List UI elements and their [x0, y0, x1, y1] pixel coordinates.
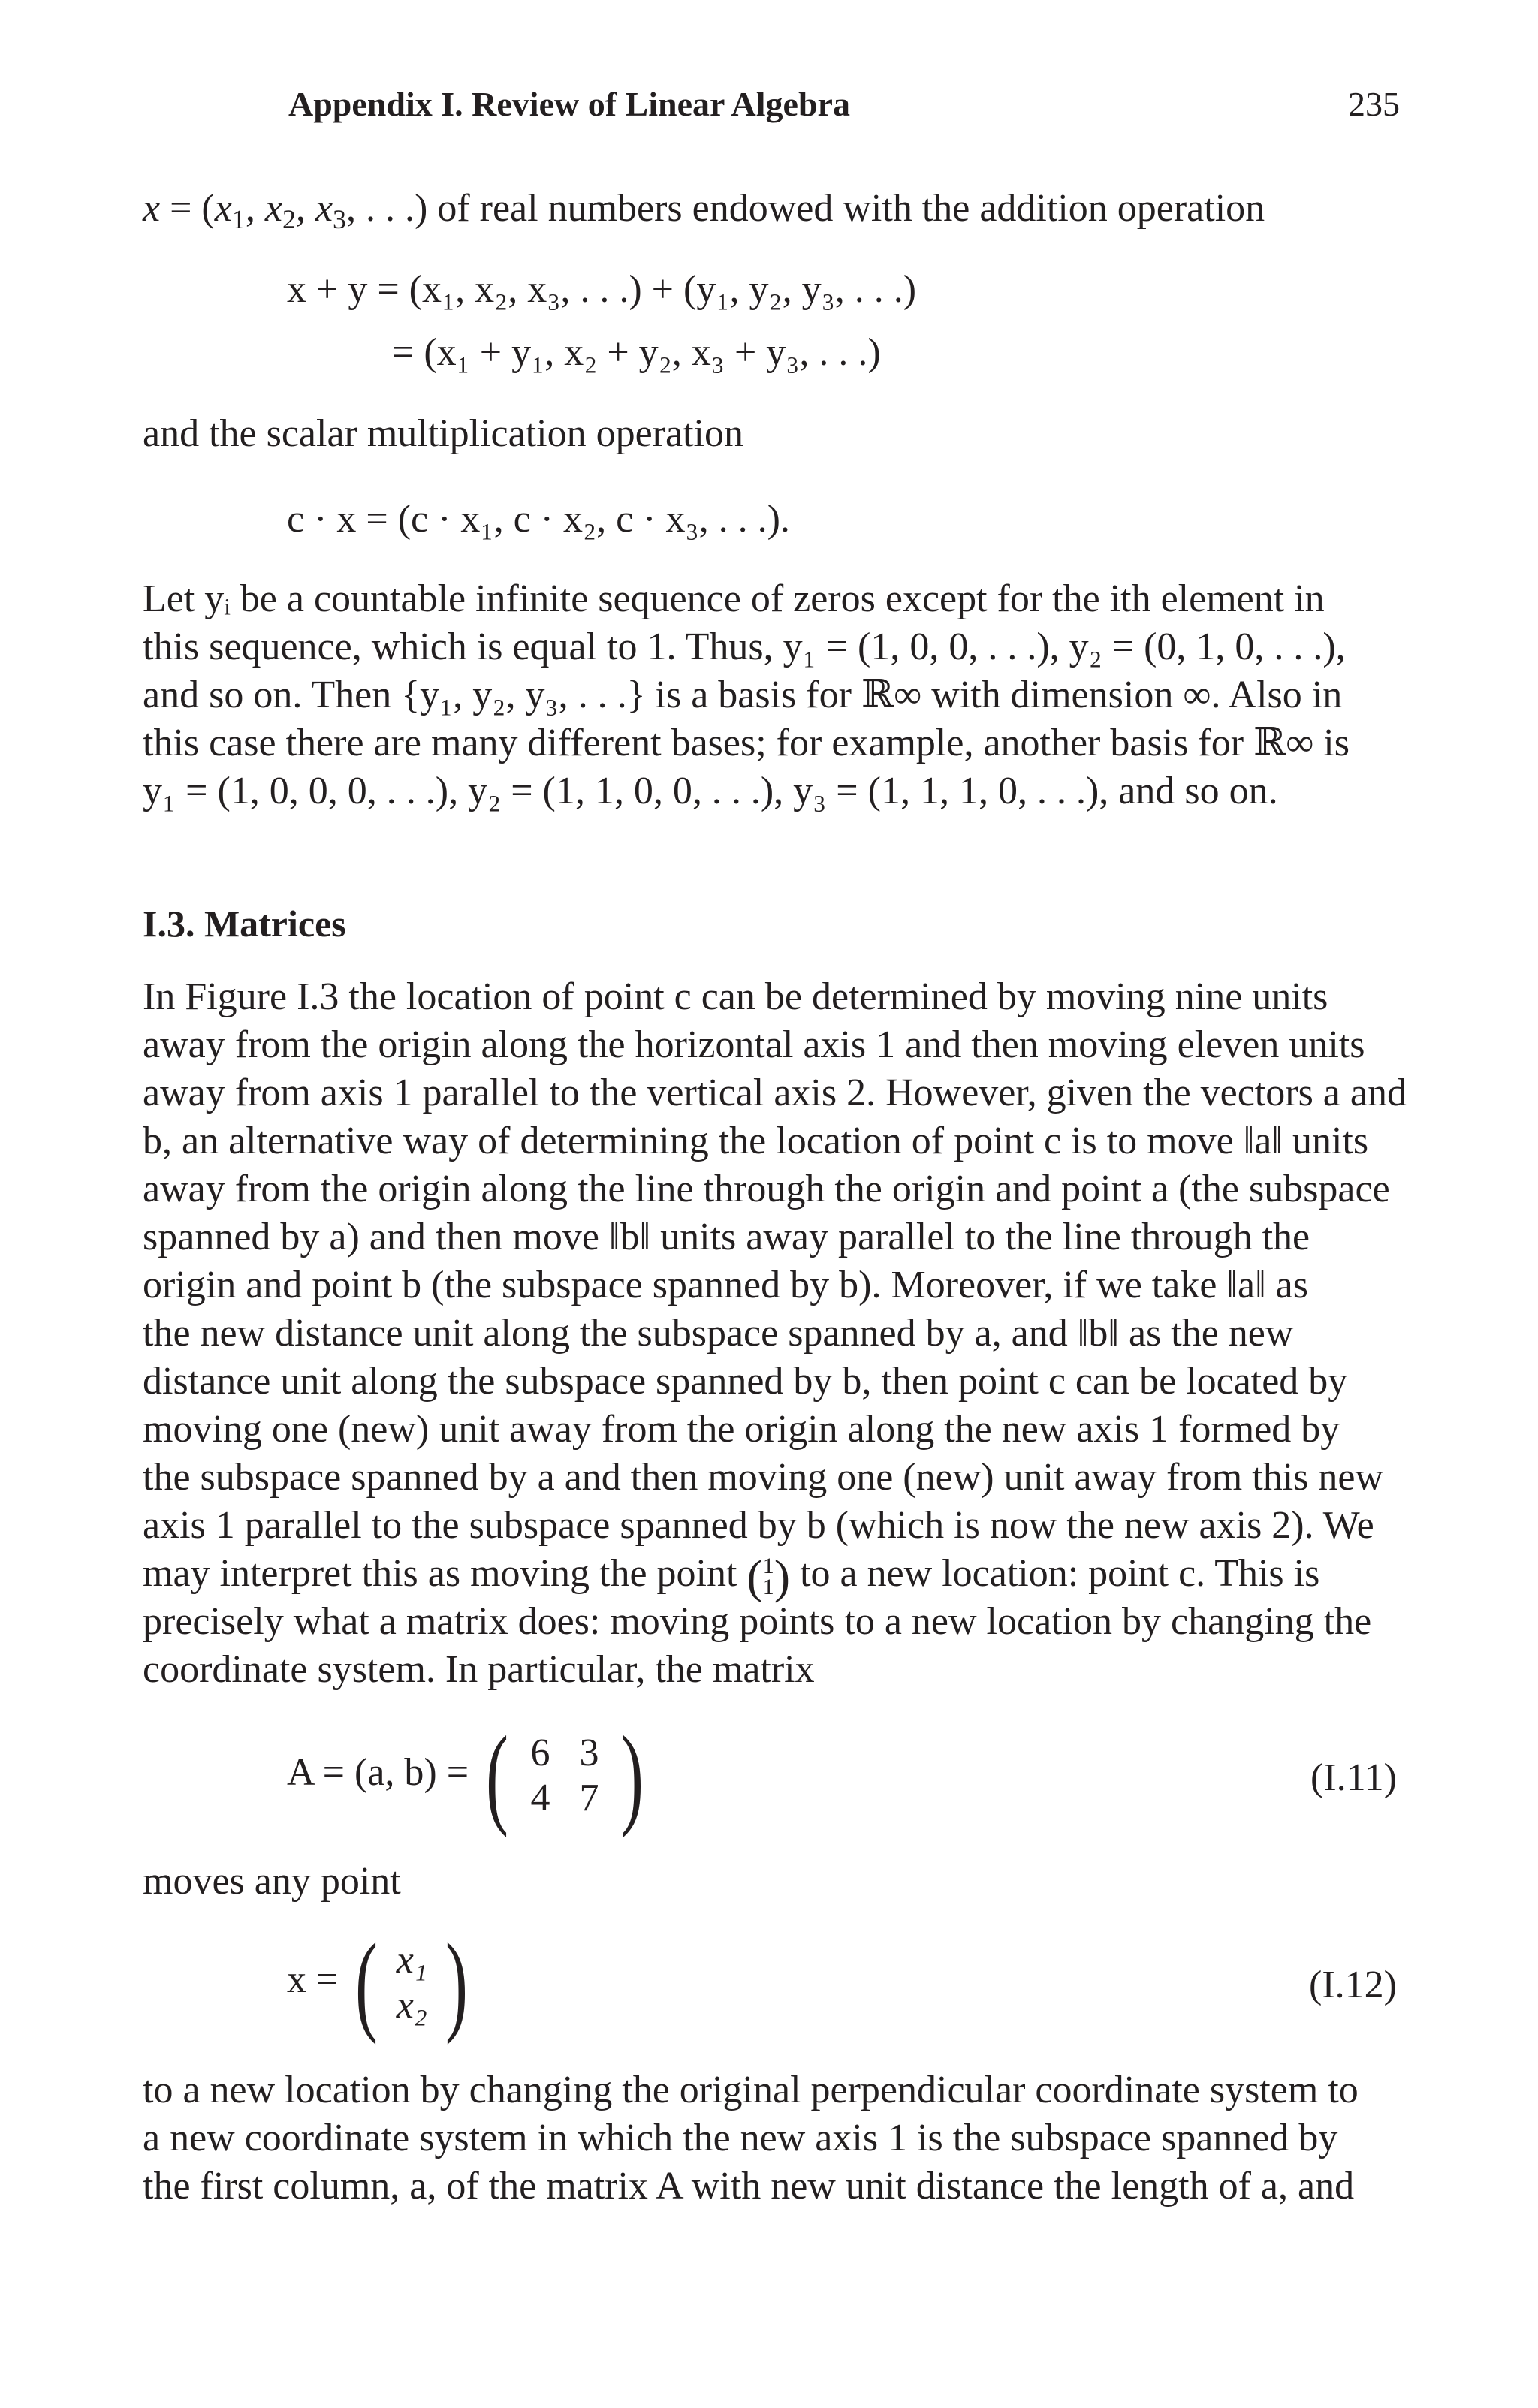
paragraph-2-line: the subspace spanned by a and then moving one (new) unit away from this new	[143, 1456, 1384, 1499]
equation-number-i-11: (I.11)	[1310, 1756, 1397, 1799]
paragraph-1-line: and so on. Then {y₁, y₂, y₃, . . .} is a basis for ℝ∞ with dimension ∞. Also in	[143, 674, 1343, 716]
paragraph-2-line: coordinate system. In particular, the matrix	[143, 1648, 815, 1691]
paragraph-1-line: this sequence, which is equal to 1. Thus, y₁ = (1, 0, 0, . . .), y₂ = (0, 1, 0, . . .),	[143, 625, 1346, 668]
matrix-a: 6 3 4 7	[530, 1731, 599, 1819]
paragraph-2-line: may interpret this as moving the point ( 1 1 ) to a new location: point c. This is	[143, 1550, 1320, 1604]
page-number: 235	[1348, 85, 1400, 123]
right-paren: )	[445, 1921, 469, 2045]
paragraph-2-line: distance unit along the subspace spanned by b, then point c can be located by	[143, 1360, 1348, 1403]
equation-lhs: A = (a, b) =	[287, 1750, 469, 1794]
continuation-line: $x = (x_1$, $x_2$, $x_3$, . . .) of real numbers endowed with the addition operation	[143, 187, 1265, 234]
paragraph-2-line: away from the origin along the line through the origin and point a (the subspace	[143, 1168, 1390, 1210]
left-paren: (	[355, 1921, 378, 2045]
paragraph-2-line: away from the origin along the horizontal axis 1 and then moving eleven units	[143, 1023, 1365, 1066]
paragraph-2-line: precisely what a matrix does: moving points to a new location by changing the	[143, 1600, 1372, 1643]
paragraph-1-line: Let yᵢ be a countable infinite sequence of zeros except for the ith element in	[143, 577, 1325, 620]
paragraph-2-line: b, an alternative way of determining the location of point c is to move ‖a‖ units	[143, 1120, 1369, 1162]
section-heading: I.3. Matrices	[143, 903, 346, 945]
equation-lhs: x =	[287, 1957, 339, 2001]
paragraph-3-line: a new coordinate system in which the new axis 1 is the subspace spanned by	[143, 2117, 1338, 2159]
equation-addition-line-1: x + y = (x₁, x₂, x₃, . . .) + (y₁, y₂, y₃, . . .)	[287, 268, 917, 311]
paragraph-2-line: away from axis 1 parallel to the vertical axis 2. However, given the vectors a and	[143, 1071, 1407, 1114]
paragraph-2-line: spanned by a) and then move ‖b‖ units away parallel to the line through the	[143, 1216, 1310, 1258]
right-paren: )	[621, 1713, 644, 1838]
paragraph-3-line: to a new location by changing the original perpendicular coordinate system to	[143, 2069, 1359, 2111]
equation-i-12	[287, 1921, 475, 2045]
paragraph-3-line: the first column, a, of the matrix A with new unit distance the length of a, and	[143, 2165, 1355, 2208]
moves-text-line: moves any point	[143, 1860, 401, 1903]
paragraph-2-line: the new distance unit along the subspace spanned by a, and ‖b‖ as the new	[143, 1312, 1294, 1355]
scalar-intro-line: and the scalar multiplication operation	[143, 412, 743, 455]
vector-x: x₁ x₂	[396, 1939, 427, 2027]
running-head: Appendix I. Review of Linear Algebra	[288, 85, 850, 123]
left-paren: (	[486, 1713, 509, 1838]
equation-addition-line-2: = (x₁ + y₁, x₂ + y₂, x₃ + y₃, . . .)	[392, 331, 881, 374]
equation-i-11	[287, 1713, 651, 1838]
paragraph-2-line: axis 1 parallel to the subspace spanned by b (which is now the new axis 2). We	[143, 1504, 1374, 1547]
equation-scalar: c · x = (c · x₁, c · x₂, c · x₃, . . .).	[287, 498, 790, 541]
paragraph-1-line: y₁ = (1, 0, 0, 0, . . .), y₂ = (1, 1, 0, 0, . . .), y₃ = (1, 1, 1, 0, . . .), and so on.	[143, 770, 1278, 812]
paragraph-2-line: In Figure I.3 the location of point c can be determined by moving nine units	[143, 975, 1328, 1018]
equation-number-i-12: (I.12)	[1309, 1963, 1397, 2006]
paragraph-1-line: this case there are many different bases; for example, another basis for ℝ∞ is	[143, 722, 1350, 764]
paragraph-2-line: origin and point b (the subspace spanned by b). Moreover, if we take ‖a‖ as	[143, 1264, 1309, 1306]
inline-vector: 1 1	[762, 1554, 774, 1600]
paragraph-2-line: moving one (new) unit away from the origin along the new axis 1 formed by	[143, 1408, 1340, 1451]
